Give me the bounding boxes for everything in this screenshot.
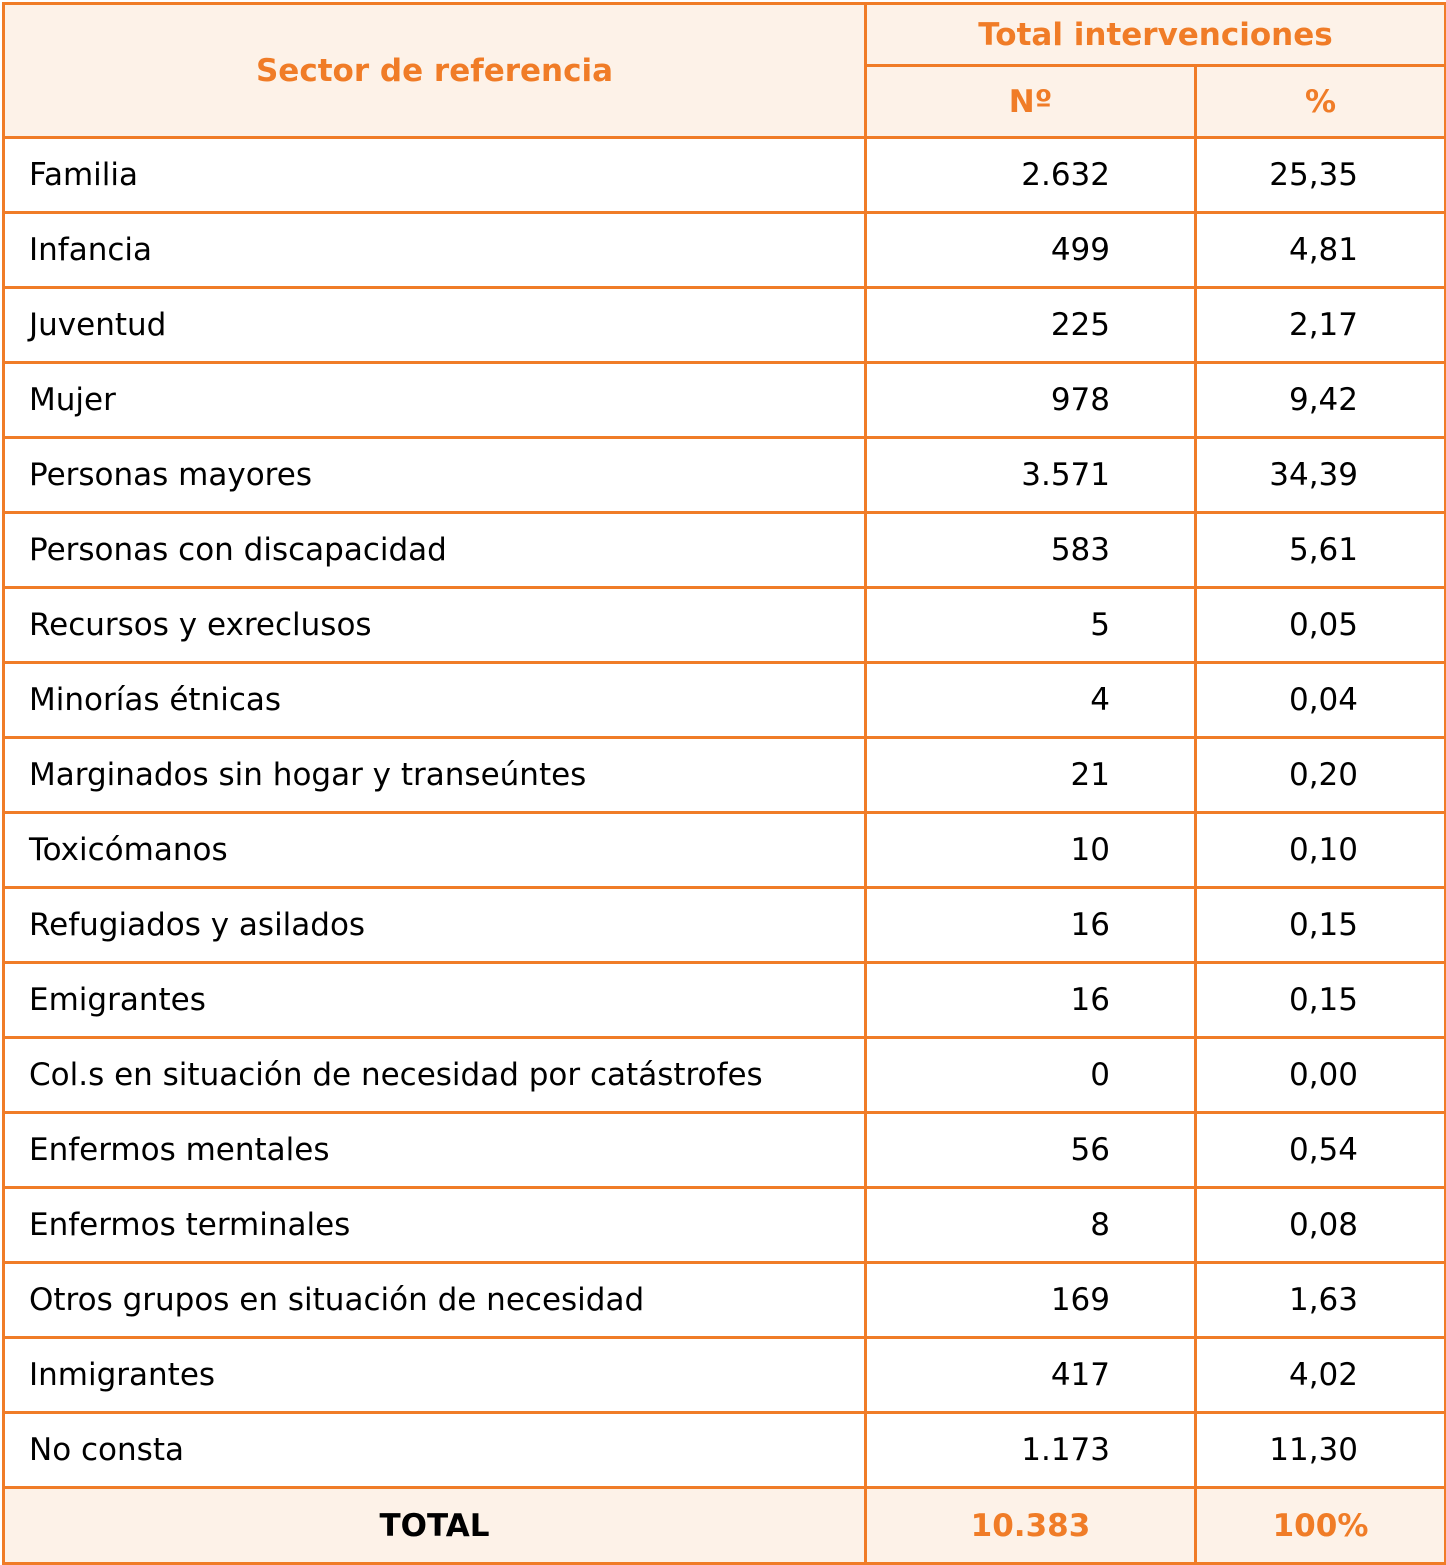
sector-cell: Enfermos terminales	[4, 1188, 866, 1263]
sector-interventions-table	[2, 2, 1446, 1565]
count-cell: 4	[866, 663, 1196, 738]
sector-cell: Minorías étnicas	[4, 663, 866, 738]
table-row	[4, 438, 1446, 513]
total-count: 10.383	[866, 1488, 1196, 1564]
percent-cell: 4,81	[1196, 213, 1446, 288]
table-row	[4, 1113, 1446, 1188]
table-row	[4, 663, 1446, 738]
sector-cell: Marginados sin hogar y transeúntes	[4, 738, 866, 813]
table-row	[4, 738, 1446, 813]
count-cell: 417	[866, 1338, 1196, 1413]
percent-cell: 0,20	[1196, 738, 1446, 813]
table-row	[4, 213, 1446, 288]
total-label: TOTAL	[4, 1488, 866, 1564]
table-row	[4, 288, 1446, 363]
table-row	[4, 363, 1446, 438]
percent-cell: 0,00	[1196, 1038, 1446, 1113]
count-cell: 8	[866, 1188, 1196, 1263]
percent-cell: 4,02	[1196, 1338, 1446, 1413]
table-row	[4, 138, 1446, 213]
sector-cell: Toxicómanos	[4, 813, 866, 888]
sector-cell: Personas con discapacidad	[4, 513, 866, 588]
percent-cell: 34,39	[1196, 438, 1446, 513]
sector-cell: Enfermos mentales	[4, 1113, 866, 1188]
count-cell: 978	[866, 363, 1196, 438]
count-cell: 169	[866, 1263, 1196, 1338]
sector-cell: Personas mayores	[4, 438, 866, 513]
sector-cell: No consta	[4, 1413, 866, 1488]
sector-cell: Col.s en situación de necesidad por catástrofes	[4, 1038, 866, 1113]
percent-cell: 0,04	[1196, 663, 1446, 738]
percent-cell: 9,42	[1196, 363, 1446, 438]
sector-cell: Inmigrantes	[4, 1338, 866, 1413]
count-cell: 5	[866, 588, 1196, 663]
percent-cell: 2,17	[1196, 288, 1446, 363]
percent-header: %	[1196, 66, 1446, 138]
count-cell: 583	[866, 513, 1196, 588]
count-cell: 499	[866, 213, 1196, 288]
sector-cell: Juventud	[4, 288, 866, 363]
count-cell: 2.632	[866, 138, 1196, 213]
percent-cell: 0,15	[1196, 888, 1446, 963]
table-row	[4, 963, 1446, 1038]
table-row	[4, 588, 1446, 663]
sector-cell: Refugiados y asilados	[4, 888, 866, 963]
count-cell: 16	[866, 888, 1196, 963]
table-row	[4, 888, 1446, 963]
table-row	[4, 1413, 1446, 1488]
count-cell: 0	[866, 1038, 1196, 1113]
count-cell: 10	[866, 813, 1196, 888]
table-row	[4, 513, 1446, 588]
sector-cell: Otros grupos en situación de necesidad	[4, 1263, 866, 1338]
count-cell: 225	[866, 288, 1196, 363]
percent-cell: 25,35	[1196, 138, 1446, 213]
table-row	[4, 1038, 1446, 1113]
percent-cell: 0,54	[1196, 1113, 1446, 1188]
table-row	[4, 1188, 1446, 1263]
table-row	[4, 813, 1446, 888]
count-cell: 21	[866, 738, 1196, 813]
percent-cell: 0,10	[1196, 813, 1446, 888]
percent-cell: 5,61	[1196, 513, 1446, 588]
percent-cell: 1,63	[1196, 1263, 1446, 1338]
count-cell: 16	[866, 963, 1196, 1038]
total-percent: 100%	[1196, 1488, 1446, 1564]
sector-cell: Emigrantes	[4, 963, 866, 1038]
count-header: Nº	[866, 66, 1196, 138]
sector-header: Sector de referencia	[4, 4, 866, 138]
total-interventions-header: Total intervenciones	[866, 4, 1446, 66]
table-body	[4, 138, 1446, 1488]
count-cell: 1.173	[866, 1413, 1196, 1488]
sector-cell: Mujer	[4, 363, 866, 438]
total-row	[4, 1488, 1446, 1564]
table-row	[4, 1338, 1446, 1413]
percent-cell: 0,08	[1196, 1188, 1446, 1263]
sector-cell: Recursos y exreclusos	[4, 588, 866, 663]
table-row	[4, 1263, 1446, 1338]
sector-cell: Familia	[4, 138, 866, 213]
sector-cell: Infancia	[4, 213, 866, 288]
count-cell: 56	[866, 1113, 1196, 1188]
count-cell: 3.571	[866, 438, 1196, 513]
percent-cell: 0,05	[1196, 588, 1446, 663]
percent-cell: 0,15	[1196, 963, 1446, 1038]
percent-cell: 11,30	[1196, 1413, 1446, 1488]
